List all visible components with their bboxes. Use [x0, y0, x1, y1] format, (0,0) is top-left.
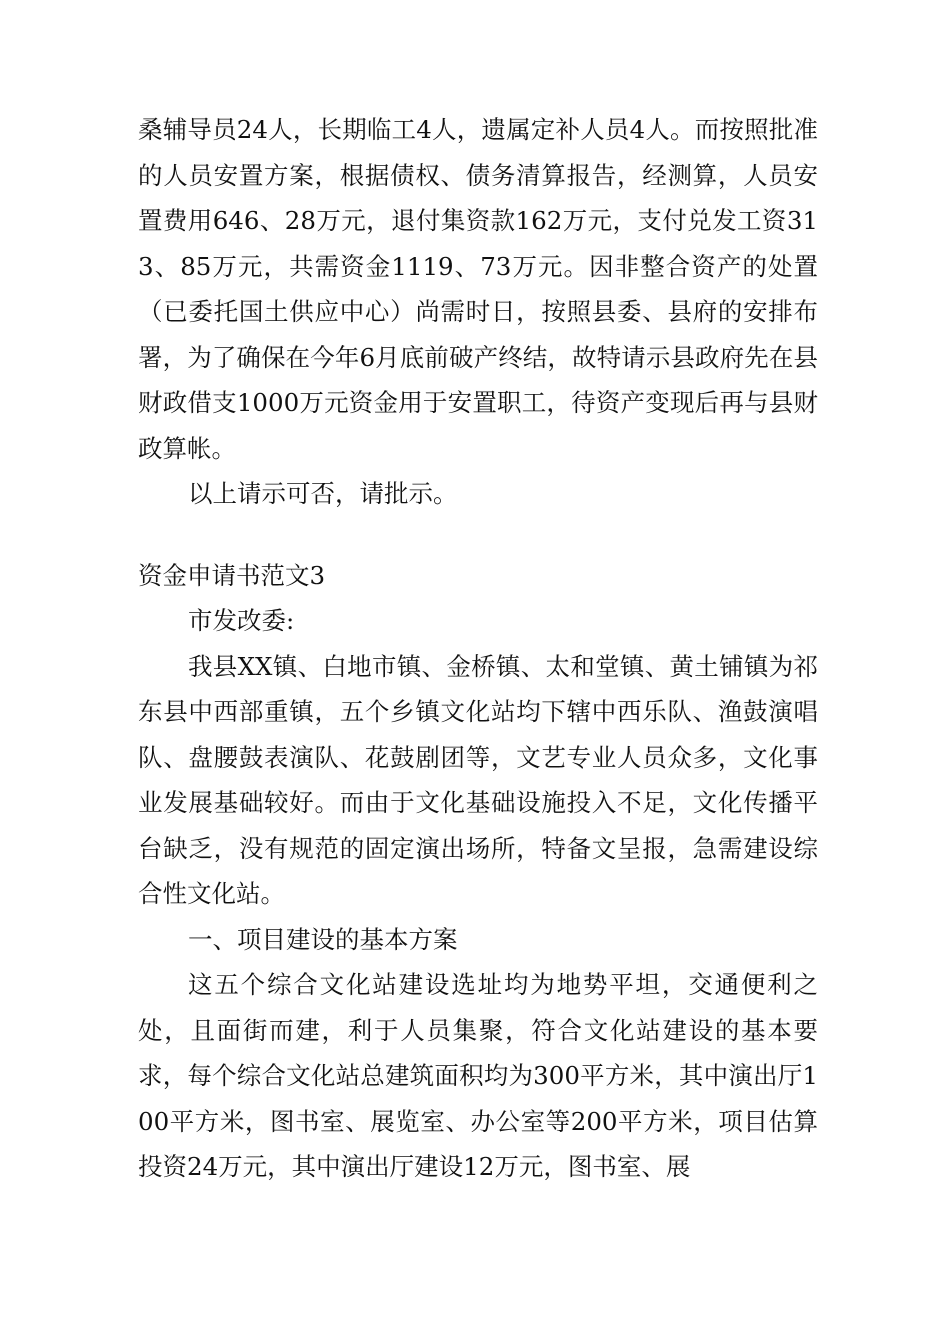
section-title: 资金申请书范文3	[138, 560, 326, 590]
section-spacer	[138, 517, 818, 553]
addressee-line: 市发改委:	[188, 606, 295, 635]
document-body	[138, 107, 818, 1190]
paragraph-request-approval: 以上请示可否，请批示。	[188, 479, 458, 508]
paragraph-settlement-funds: 桑辅导员24人，长期临工4人，遗属定补人员4人。而按照批准的人员安置方案，根据债权、债务清算报告，经测算，人员安置费用646、28万元，退付集资款162万元，支付兑发工资313、85万元，共需资金1119、73万元。因非整合资产的处置（已委托国土供应中心）尚需时日，按照县委、县府的安排布署，为了确保在今年6月底前破产终结，故特请示县政府先在县财政借支1000万元资金用于安置职工，待资产变现后再与县财政算帐。	[138, 115, 818, 463]
paragraph-intro: 我县XX镇、白地市镇、金桥镇、太和堂镇、黄土铺镇为祁东县中西部重镇，五个乡镇文化站均下辖中西乐队、渔鼓演唱队、盘腰鼓表演队、花鼓剧团等，文艺专业人员众多，文化事业发展基础较好。而由于文化基础设施投入不足，文化传播平台缺乏，没有规范的固定演出场所，特备文呈报，急需建设综合性文化站。	[138, 651, 818, 908]
subheading-basic-plan: 一、项目建设的基本方案	[188, 924, 458, 954]
paragraph-plan-details: 这五个综合文化站建设选址均为地势平坦，交通便利之处，且面街而建，利于人员集聚，符合文化站建设的基本要求，每个综合文化站总建筑面积均为300平方米，其中演出厅100平方米，图书室、展览室、办公室等200平方米，项目估算投资24万元，其中演出厅建设12万元，图书室、展	[138, 970, 818, 1181]
